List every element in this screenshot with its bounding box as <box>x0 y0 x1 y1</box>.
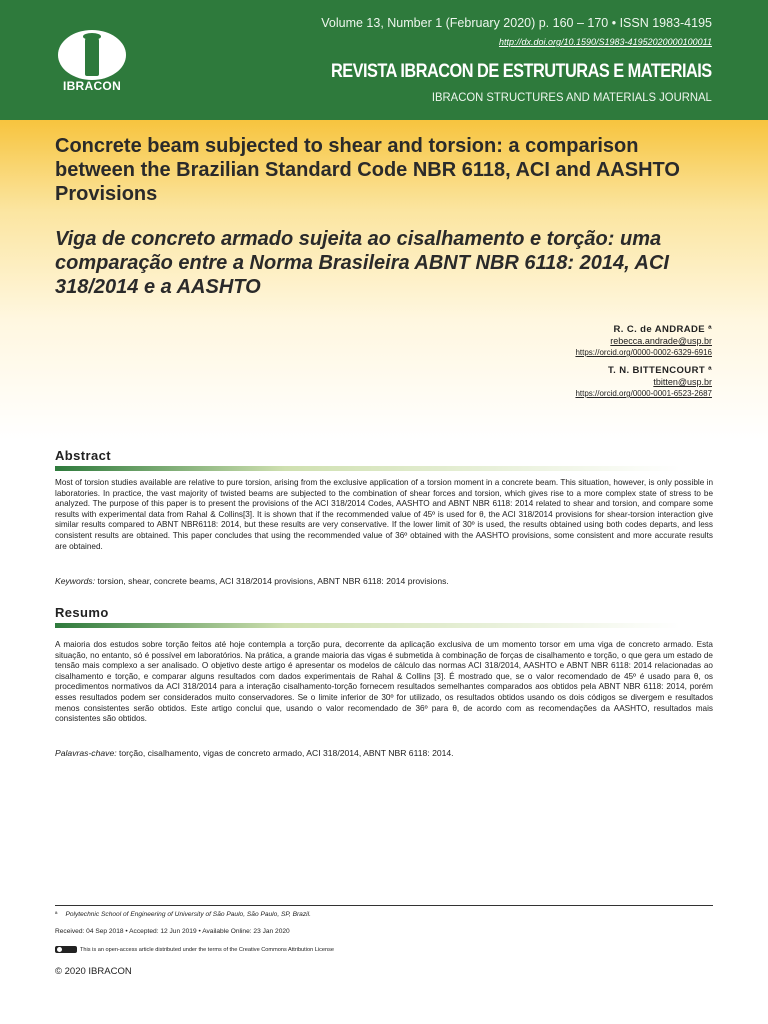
copyright: © 2020 IBRACON <box>55 966 132 977</box>
keywords-label: Keywords: <box>55 576 96 586</box>
author-block <box>392 324 712 399</box>
resumo-text: A maioria dos estudos sobre torção feitos até hoje contempla a torção pura, decorrente da aplicação exclusiva de um momento torsor em uma viga de concreto armado. Esta situação, no entanto, só é possível em laboratórios. Na prática, a grande maioria das vigas é submetida à combinação de forças de cisalhamento e torção, o que gera um estado de tensão mais complexo a ser analisado. O objetivo deste artigo é apresentar os modelos de cálculo das normas ACI 318/2014, AASHTO e ABNT NBR 6118: 2014 relacionadas ao cisalhamento e torção, e comparar alguns resultados com dados experimentais de Rahal & Collins [3]. É mostrado que, se o valor recomendado de 45º é usado para θ, os procedimentos normativos da ACI 318/2014 para a interação cisalhamento-torção fornecem resultados semelhantes comparados aos obtidos pela ABNT NBR 6118: 2014, porém esses resultados podem ser considerados muito conservadores. Se o limite inferior de 30º for utilizado, os resultados obtidos usando os dois códigos se divergem e resultados menos consistentes serão obtidos. Este artigo conclui que, usando o valor recomendado de 36º para θ, de acordo com as recomendações da AASHTO, resultados mais consistentes são obtidos. <box>55 640 713 724</box>
affiliation-text: Polytechnic School of Engineering of University of São Paulo, São Paulo, SP, Brazil. <box>65 911 311 918</box>
journal-subtitle: IBRACON STRUCTURES AND MATERIALS JOURNAL <box>432 90 712 104</box>
affiliation-note <box>55 911 311 918</box>
logo-column-top-shape <box>83 33 101 40</box>
author-email-link[interactable]: tbitten@usp.br <box>653 377 712 387</box>
volume-info: Volume 13, Number 1 (February 2020) p. 160 – 170 • ISSN 1983-4195 <box>321 16 712 30</box>
footer-divider <box>55 905 713 906</box>
paper-title-english: Concrete beam subjected to shear and torsion: a comparison between the Brazilian Standard Code NBR 6118, ACI and AASHTO Provisions <box>55 135 680 205</box>
abstract-divider <box>55 466 713 471</box>
keywords-value: torsion, shear, concrete beams, ACI 318/2014 provisions, ABNT NBR 6118: 2014 provisions. <box>97 576 449 586</box>
doi-link[interactable]: http://dx.doi.org/10.1590/S1983-41952020000100011 <box>498 37 712 47</box>
author-email-link[interactable]: rebecca.andrade@usp.br <box>610 336 712 346</box>
journal-header-band <box>0 0 768 120</box>
resumo-keywords <box>55 748 713 758</box>
logo-column-shape <box>85 35 99 76</box>
abstract-text: Most of torsion studies available are relative to pure torsion, arising from the exclusive application of a torsion moment in a concrete beam. This situation, however, is only possible in laboratories. In practice, the vast majority of twisted beams are subjected to the combination of shear forces and torsion, which gives rise to a more complex state of stress to be analyzed. The purpose of this paper is to present the provisions of the ACI 318/2014 Codes, AASHTO and ABNT NBR 6118: 2014 related to shear and torsion, and compare some results with experimental data from Rahal & Collins[3]. It is shown that if the recommended value of 45º is used for θ, the ACI 318/2014 provisions for shear-torsion interaction give similar results compared to ABNT NBR6118: 2014, but these results are very conservative. If the lower limit of 30º is used, the results obtained using both codes departs, and less consistent results are obtained. This paper concludes that using the recommended value of 36º obtained with the AASHTO provisions, some consistent and more accurate results are obtained. <box>55 478 713 551</box>
resumo-heading: Resumo <box>55 605 109 620</box>
license-text: This is an open-access article distributed under the terms of the Creative Commons Attribution License <box>80 946 335 953</box>
author-name: R. C. de ANDRADE ª <box>613 324 712 335</box>
palavras-chave-value: torção, cisalhamento, vigas de concreto armado, ACI 318/2014, ABNT NBR 6118: 2014. <box>119 748 454 758</box>
author-orcid-link[interactable]: https://orcid.org/0000-0002-6329-6916 <box>575 348 712 357</box>
author-name: T. N. BITTENCOURT ª <box>607 365 712 376</box>
license-note <box>55 946 334 953</box>
resumo-divider <box>55 623 713 628</box>
journal-title: REVISTA IBRACON DE ESTRUTURAS E MATERIAIS <box>331 61 712 82</box>
paper-title-portuguese: Viga de concreto armado sujeita ao cisalhamento e torção: uma comparação entre a Norma Brasileira ABNT NBR 6118: 2014, ACI 318/2014 e a AASHTO <box>55 228 669 298</box>
palavras-chave-label: Palavras-chave: <box>55 748 117 758</box>
abstract-keywords <box>55 576 713 586</box>
affiliation-mark: ª <box>55 911 58 918</box>
logo-text: IBRACON <box>62 79 122 93</box>
abstract-heading: Abstract <box>55 448 111 463</box>
author-spacer <box>392 358 712 365</box>
creative-commons-icon <box>55 946 77 953</box>
author-orcid-link[interactable]: https://orcid.org/0000-0001-6523-2687 <box>575 389 712 398</box>
publication-dates: Received: 04 Sep 2018 • Accepted: 12 Jun 2019 • Available Online: 23 Jan 2020 <box>55 928 290 935</box>
